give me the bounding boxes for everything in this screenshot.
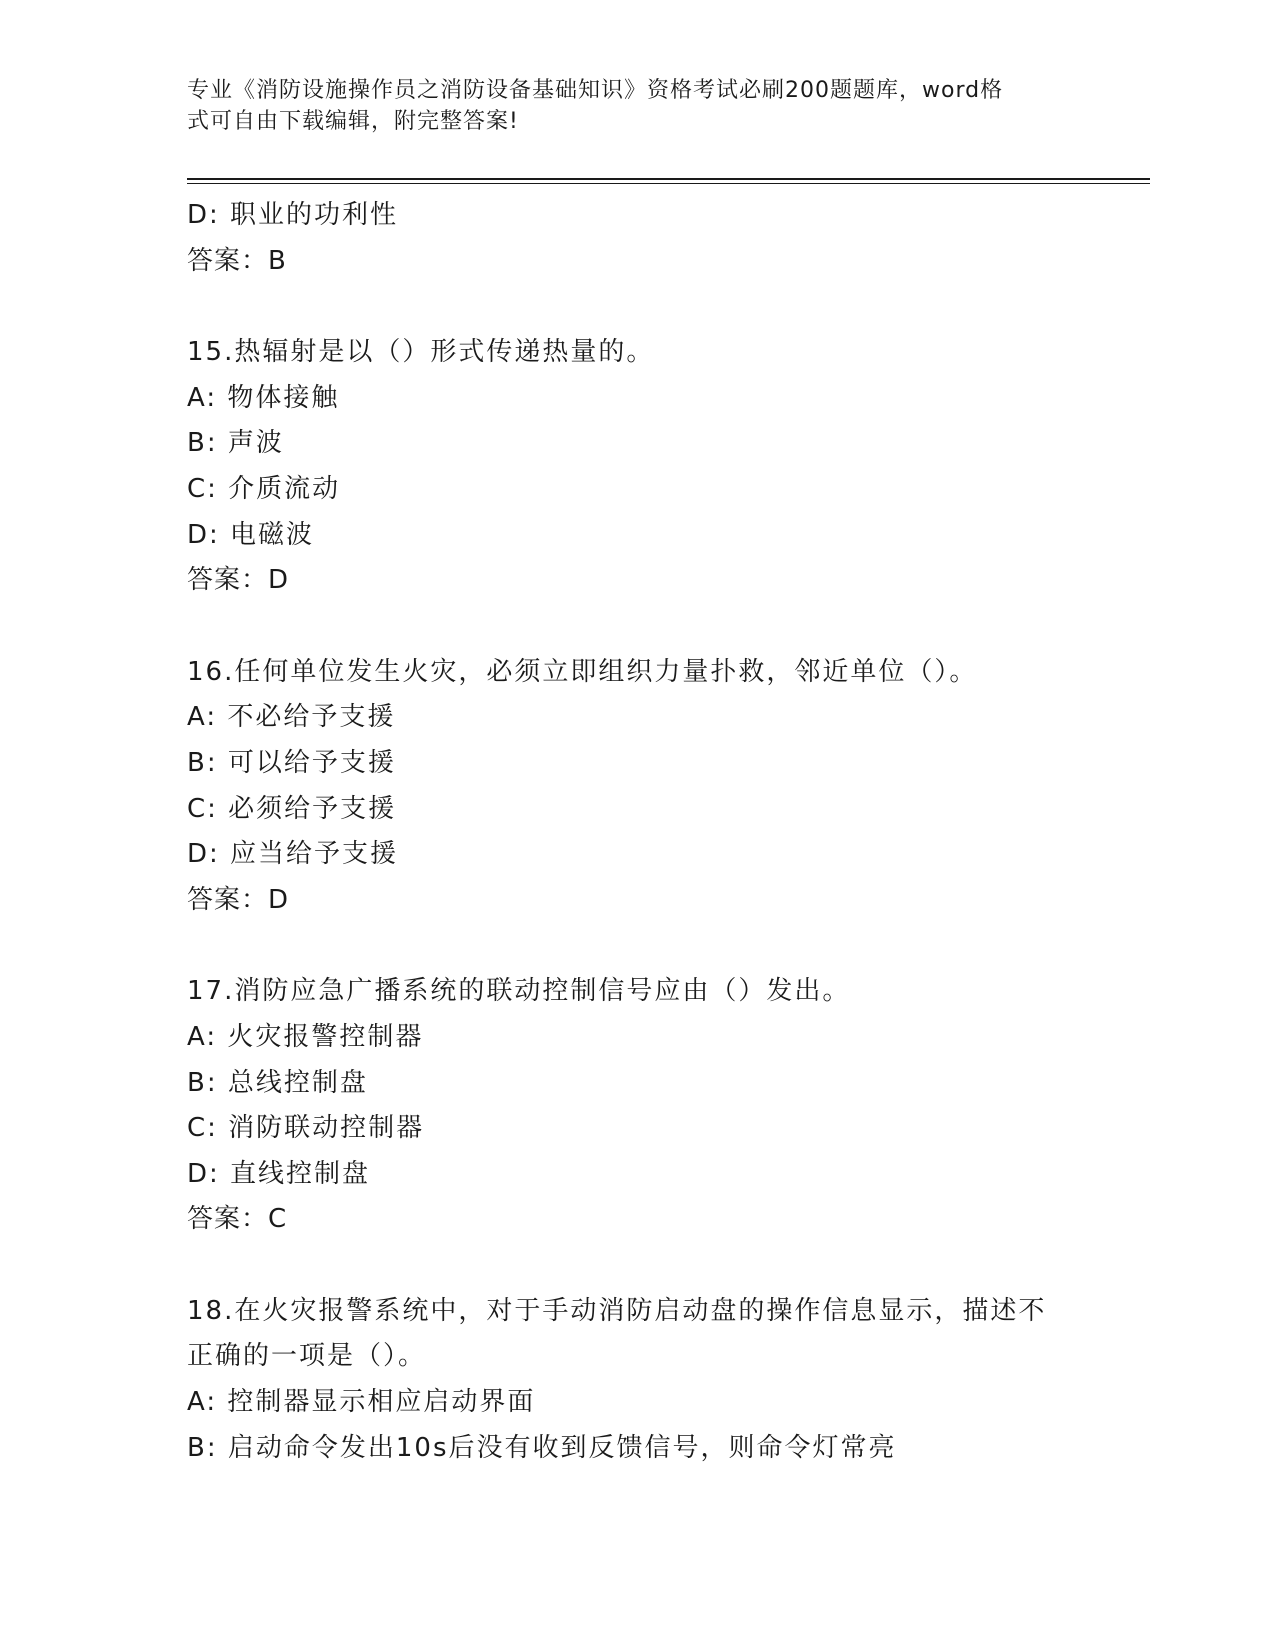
question-16 <box>187 650 1087 924</box>
answer-line: 答案：C <box>187 1204 288 1235</box>
spacer <box>187 604 1087 650</box>
answer-line: 答案：B <box>187 245 287 276</box>
question-list <box>187 193 1087 1471</box>
option-a: A: 控制器显示相应启动界面 <box>187 1387 536 1418</box>
header-divider-thick <box>187 178 1150 180</box>
question-18 <box>187 1289 1087 1471</box>
header-line-2: 式可自由下载编辑，附完整答案! <box>187 109 519 134</box>
option-b: B: 启动命令发出10s后没有收到反馈信号，则命令灯常亮 <box>187 1432 897 1463</box>
spacer <box>187 1243 1087 1289</box>
question-stem-line-1: 18.在火灾报警系统中，对于手动消防启动盘的操作信息显示，描述不 <box>187 1295 1047 1326</box>
option-a: A: 不必给予支援 <box>187 702 396 733</box>
option-a: A: 火灾报警控制器 <box>187 1021 424 1052</box>
header-divider-thin <box>187 183 1150 184</box>
option-d: D: 应当给予支援 <box>187 839 399 870</box>
header-line-1: 专业《消防设施操作员之消防设备基础知识》资格考试必刷200题题库，word格 <box>187 78 1004 103</box>
question-15 <box>187 330 1087 604</box>
question-stem: 16.任何单位发生火灾，必须立即组织力量扑救，邻近单位（）。 <box>187 656 978 687</box>
question-stem-line-2: 正确的一项是（）。 <box>187 1341 427 1372</box>
option-d: D: 直线控制盘 <box>187 1158 371 1189</box>
option-c: C: 必须给予支援 <box>187 793 397 824</box>
option-d: D: 电磁波 <box>187 519 315 550</box>
option-c: C: 消防联动控制器 <box>187 1113 425 1144</box>
question-stem: 15.热辐射是以（）形式传递热量的。 <box>187 337 655 368</box>
option-b: B: 总线控制盘 <box>187 1067 368 1098</box>
option-b: B: 声波 <box>187 428 284 459</box>
answer-line: 答案：D <box>187 565 290 596</box>
option-a: A: 物体接触 <box>187 382 340 413</box>
answer-line: 答案：D <box>187 884 290 915</box>
document-header <box>187 75 1067 137</box>
spacer <box>187 284 1087 330</box>
question-stem: 17.消防应急广播系统的联动控制信号应由（）发出。 <box>187 976 851 1007</box>
option-b: B: 可以给予支援 <box>187 747 396 778</box>
option-d: D: 职业的功利性 <box>187 200 399 230</box>
spacer <box>187 923 1087 969</box>
option-c: C: 介质流动 <box>187 473 341 504</box>
question-17 <box>187 969 1087 1243</box>
